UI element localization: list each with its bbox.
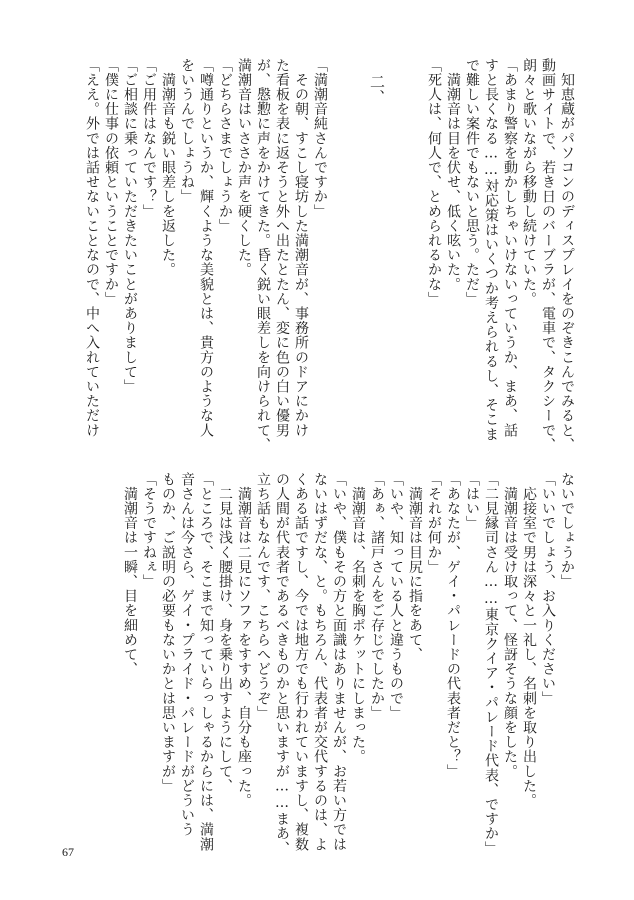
text-column: 二、 xyxy=(368,58,386,105)
text-column: 「あなたが、ゲイ・パレードの代表者だと？」 xyxy=(445,472,461,779)
text-column: ものか、ご説明の必要もないかとは思いますが」 xyxy=(160,472,176,794)
text-column: 「噂通りというか、輝くような美貌とは、貴方のような人 xyxy=(198,58,214,438)
text-column: ないでしょうか」 xyxy=(559,472,575,589)
text-column: 音さんは今さら、ゲイ・プライド・パレードがどういう xyxy=(179,472,195,837)
text-column: で難しい案件でもないと思う。ただ」 xyxy=(464,58,480,307)
text-column: 「それが何か」 xyxy=(426,472,442,575)
text-column: をいうんでしょうね」 xyxy=(179,58,195,204)
text-column: 「いや、知っている人と違うもので」 xyxy=(388,472,404,721)
text-column: 満潮音は一瞬、目を細めて、 xyxy=(122,472,138,677)
text-column xyxy=(329,58,348,428)
text-column: 立ち話もなんです、こちらへどうぞ」 xyxy=(255,472,271,721)
text-column: 満潮音は、名刺を胸ポケットにしまった。 xyxy=(350,472,366,764)
text-column: その朝、すこし寝坊した満潮音が、事務所のドアにかけ xyxy=(293,58,309,438)
text-column: 知恵蔵がパソコンのディスプレイをのぞきこんでみると、 xyxy=(559,58,575,453)
text-column: 「死人は、何人で、とめられるかな」 xyxy=(426,58,442,307)
text-column: 「どちらさまでしょうか」 xyxy=(217,58,233,234)
text-column: 「ご相談に乗っていただきたいことがありまして」 xyxy=(122,58,138,394)
text-column: の人間が代表者であるべきものかと思いますが……まあ、 xyxy=(274,472,290,856)
text-column: 「いや、僕もその方と面識はありませんが、お若い方では xyxy=(331,472,347,852)
text-column: 満潮音は目を伏せ、低く呟いた。 xyxy=(445,58,461,292)
text-column: 満潮音はいささか声を硬くした。 xyxy=(236,58,252,277)
text-column: 朗々と歌いながら移動し続けていた。 xyxy=(521,58,537,307)
text-column: 「あぁ、諸戸さんをご存じでしたか」 xyxy=(369,472,385,721)
text-column: 「満潮音純さんですか」 xyxy=(312,58,328,219)
text-column: 動画サイトで、若き日のバーブラが、電車で、タクシーで、 xyxy=(540,58,556,453)
text-column: ないはずだな、と。もちろん、代表者が交代するのは、よ xyxy=(312,472,328,852)
text-column: 「二見縁司さん……東京クイア・パレード代表、ですか」 xyxy=(483,472,499,856)
text-column: 「はい」 xyxy=(464,472,480,531)
text-column: 「そうですねぇ」 xyxy=(141,472,157,589)
text-column: 「あまり警察を動かしちゃいけないっていうか、まあ、話 xyxy=(502,58,518,438)
text-column xyxy=(348,58,367,428)
text-column: 「ところで、そこまで知っていらっしゃるからには、満潮 xyxy=(198,472,214,852)
text-column: 二見は浅く腰掛け、身を乗り出すようにして、 xyxy=(217,472,233,794)
text-column: 「僕に仕事の依頼ということですか」 xyxy=(103,58,119,307)
page-number: 67 xyxy=(62,845,74,859)
text-column xyxy=(405,58,424,428)
text-column: 「ええ。外では話せないことなので、中へ入れていただけ xyxy=(84,58,100,438)
text-column: 満潮音は目尻に指をあて、 xyxy=(407,472,423,662)
bottom-text-block xyxy=(120,472,576,856)
text-column: 応接室で男は深々と一礼し、名刺を取り出した。 xyxy=(521,472,537,808)
text-column: 満潮音も鋭い眼差しを返した。 xyxy=(160,58,176,277)
text-column xyxy=(386,58,405,428)
text-column: た看板を表に返そうと外へ出たとたん、変に色の白い優男 xyxy=(274,58,290,438)
top-text-block xyxy=(82,58,576,453)
text-column: 満潮音は受け取って、怪訝そうな顔をした。 xyxy=(502,472,518,779)
text-column: すと長くなる……対応策はいくつか考えられるし、そこま xyxy=(483,58,499,442)
text-column: 満潮音は二見にソファをすすめ、自分も座った。 xyxy=(236,472,252,808)
text-column: 「いいでしょう、お入りください」 xyxy=(540,472,556,706)
text-column: くある話ですし、今では地方でも行われていますし、複数 xyxy=(293,472,309,852)
text-column: が、慇懃に声をかけてきた。昏く鋭い眼差しを向けられて、 xyxy=(255,58,271,453)
text-column: 「ご用件はなんです？」 xyxy=(141,58,157,219)
